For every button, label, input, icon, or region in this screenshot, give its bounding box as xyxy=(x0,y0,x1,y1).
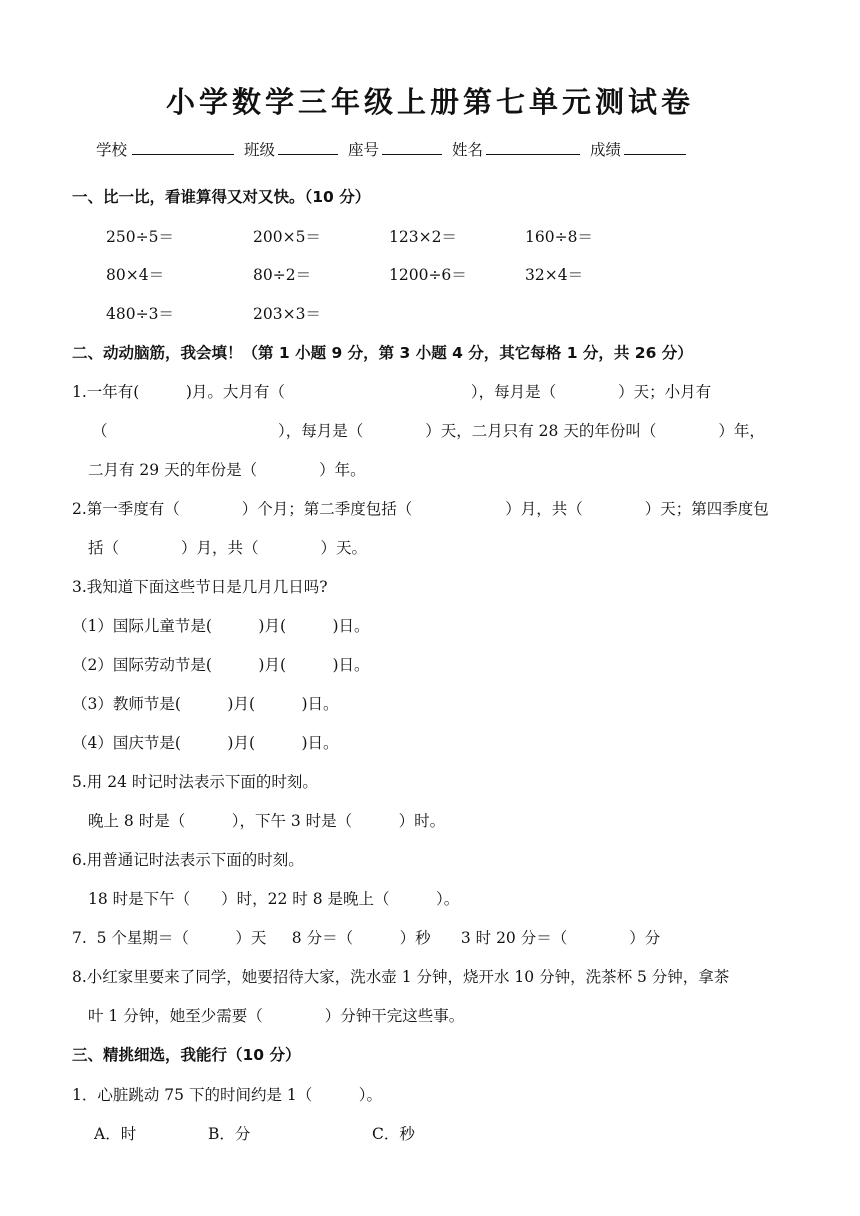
mc-option-c[interactable]: C．秒 xyxy=(372,1125,415,1143)
calc-item: 32×4＝ xyxy=(525,266,584,284)
question-line: 5.用 24 时记时法表示下面的时刻。 xyxy=(72,773,318,791)
question-line: 8.小红家里要来了同学，她要招待大家，洗水壶 1 分钟，烧开水 10 分钟，洗茶杯 5 分钟，拿茶 xyxy=(72,968,730,986)
question-line: 晚上 8 时是（ ），下午 3 时是（ ）时。 xyxy=(88,812,446,830)
question-line: 3.我知道下面这些节日是几月几日吗? xyxy=(72,578,328,596)
calc-item: 203×3＝ xyxy=(253,305,321,323)
calc-item: 1200÷6＝ xyxy=(389,266,467,284)
question-line: 6.用普通记时法表示下面的时刻。 xyxy=(72,851,304,869)
field-score-blank[interactable] xyxy=(624,139,686,155)
field-school-label: 学校 xyxy=(96,141,128,159)
question-line: （2）国际劳动节是( )月( )日。 xyxy=(72,656,370,674)
field-score-label: 成绩 xyxy=(590,141,622,159)
section-3-heading: 三、精挑细选，我能行（10 分） xyxy=(72,1046,301,1064)
field-seat-blank[interactable] xyxy=(382,139,442,155)
question-line: （1）国际儿童节是( )月( )日。 xyxy=(72,617,370,635)
question-line: （4）国庆节是( )月( )日。 xyxy=(72,734,339,752)
field-class-blank[interactable] xyxy=(278,139,338,155)
question-line: （ ），每月是（ ）天，二月只有 28 天的年份叫（ ）年， xyxy=(92,422,765,440)
question-line: 2.第一季度有（ ）个月；第二季度包括（ ）月，共（ ）天；第四季度包 xyxy=(72,500,769,518)
mc-option-b[interactable]: B．分 xyxy=(208,1125,251,1143)
question-line: 18 时是下午（ ）时，22 时 8 是晚上（ ）。 xyxy=(88,890,460,908)
field-class-label: 班级 xyxy=(244,141,276,159)
field-school-blank[interactable] xyxy=(132,139,234,155)
calc-item: 80×4＝ xyxy=(106,266,165,284)
question-line: 叶 1 分钟，她至少需要（ ）分钟干完这些事。 xyxy=(88,1007,465,1025)
section-1-heading: 一、比一比，看谁算得又对又快。（10 分） xyxy=(72,188,371,206)
calc-item: 160÷8＝ xyxy=(525,228,593,246)
field-seat-label: 座号 xyxy=(348,141,380,159)
calc-item: 80÷2＝ xyxy=(253,266,312,284)
section-2-heading: 二、动动脑筋，我会填！（第 1 小题 9 分，第 3 小题 4 分，其它每格 1 分，共 26 分） xyxy=(72,344,693,362)
calc-item: 200×5＝ xyxy=(253,228,321,246)
mc-option-a[interactable]: A．时 xyxy=(94,1125,137,1143)
calc-item: 480÷3＝ xyxy=(106,305,174,323)
question-line: （3）教师节是( )月( )日。 xyxy=(72,695,339,713)
question-line: 二月有 29 天的年份是（ ）年。 xyxy=(88,461,366,479)
field-name-label: 姓名 xyxy=(452,141,484,159)
question-line: 1.一年有( )月。大月有（ ），每月是（ ）天；小月有 xyxy=(72,383,712,401)
calc-item: 123×2＝ xyxy=(389,228,457,246)
question-line: 括（ ）月，共（ ）天。 xyxy=(88,539,368,557)
field-name-blank[interactable] xyxy=(486,139,580,155)
calc-item: 250÷5＝ xyxy=(106,228,174,246)
question-line: 7. 5 个星期＝（ ）天 8 分＝（ ）秒 3 时 20 分＝（ ）分 xyxy=(72,929,661,947)
page-title: 小学数学三年级上册第七单元测试卷 xyxy=(165,85,694,119)
mc-question: 1．心脏跳动 75 下的时间约是 1（ ）。 xyxy=(72,1086,382,1104)
